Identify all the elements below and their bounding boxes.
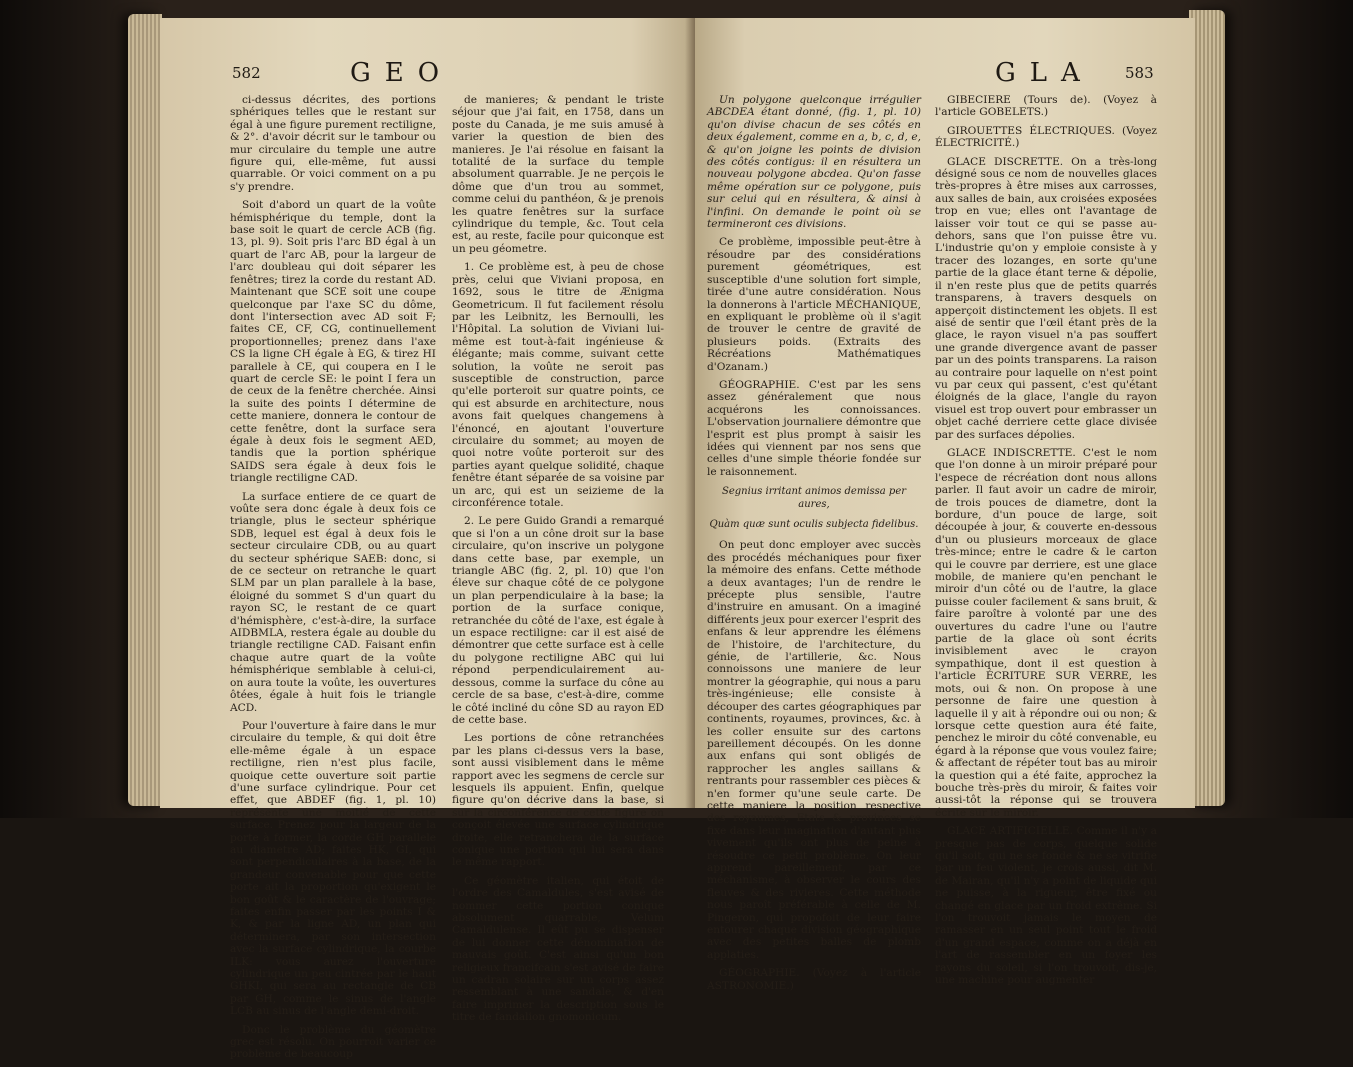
right-column-2 bbox=[935, 94, 1157, 992]
paragraph: Pour l'ouverture à faire dans le mur circulaire du temple, & qui doit être elle-même égale à un espace rectiligne, rien n'est plus facile, quoique cette ouverture soit partie d'une surface cylindrique. Pour cet effet, que ABDEF (fig. 1, pl. 10) représente une moitié de cette surface. Prenez pour la largeur de la porte à former, la corde GH parallele au diametre AD; faites HK, GI, qui sont perpendiculaires à la base, de la grandeur convenable pour que cette porte ait la proportion qu'exigent le bon goût & le caractère de l'ouvrage; faites enfin passer par les points I & K, & par la ligne AD, un plan qui déterminera, par son intersection avec la surface cylindrique, la courbe ILK: vous aurez l'ouverture cylindrique un peu cintrée par le haut GHKI, qui sera au rectangle de CB par GH, comme le sinus de l'angle LCB au sinus de l'angle demi-droit. bbox=[230, 719, 436, 1018]
paragraph: GIROUETTES ÉLECTRIQUES. (Voyez ÉLECTRICITÉ.) bbox=[935, 124, 1157, 150]
left-page-stack bbox=[128, 14, 162, 806]
right-running-head bbox=[695, 58, 1195, 88]
paragraph: Ce géomètre italien, qui étoit de l'ordre des Camaldules, s'est avisé de nommer cette portion conique absolument quarrable, Velum Camaldulense. Il eût pu se dispenser de lui donner cette dénomination de mauvais goût. C'est ainsi qu'un bon religieux francifcain s'est avisé de faire un cadran solaire sur un corps assez ressemblant à une sandale, & d'en faire imprimer la description sous le titre de fandalion gnomonicum. bbox=[452, 874, 664, 1024]
left-running-head bbox=[160, 58, 695, 88]
right-running-title: GLA bbox=[995, 58, 1094, 88]
paragraph: ci-dessus décrites, des portions sphériques telles que le restant sur égal à une figure purement rectiligne, & 2°. d'avoir décrit sur le tambour ou mur circulaire du temple une autre figure qui, elle-même, fut aussi quarrable. Or voici comment on a pu s'y prendre. bbox=[230, 94, 436, 193]
left-running-title: GEO bbox=[350, 58, 454, 88]
latin-quote-line: Quàm quæ sunt oculis subjecta fidelibus. bbox=[709, 519, 919, 530]
paragraph: On peut donc employer avec succès des procédés méchaniques pour fixer la mémoire des enfans. Cette méthode a deux avantages; l'un de rendre le précepte plus sensible, l'autre d'instruire en amusant. On a imaginé différents jeux pour exercer l'esprit des enfans & leur apprendre les élémens de l'histoire, de l'architecture, du génie, de l'artillerie, &c. Nous connoissons une maniere de leur montrer la géographie, qui nous a paru très-ingénieuse; elle consiste à découper des cartes géographiques par continents, royaumes, provinces, &c. à les coller ensuite sur des cartons pareillement découpés. On les donne aux enfans qui sont obligés de rapprocher les angles saillans & rentrants pour rassembler ces pièces & n'en former qu'une seule carte. De cette maniere la position respective des royaumes, Etats & provinces se fixe dans leur imagination d'autant plus vivement qu'ils ont plus de peine à résoudre ce petit problème. On leur apprend pareillement, par ce méchanisme, à observer le cours des fleuves & des rivieres. Cette méthode nous paroît préférable à celle de M. Pingeron, qui propofoit de leur faire entourer chaque division géographique avec des petites balles de plomb applaties. bbox=[707, 539, 921, 961]
left-column-1 bbox=[230, 94, 436, 1067]
paragraph: GÉOGRAPHIE. C'est par les sens assez généralement que nous acquérons les connoissances. L'observation journaliere démontre que l'esprit est plus prompt à saisir les idées qui viennent par nos sens que celles d'une simple théorie fondée sur le raisonnement. bbox=[707, 378, 921, 478]
paragraph: Ce problème, impossible peut-être à résoudre par des considérations purement géométriques, est susceptible d'une solution fort simple, tirée d'une autre considération. Nous la donnerons à l'article MÉCHANIQUE, en expliquant le problème où il s'agit de trouver le centre de gravité de plusieurs poids. (Extraits des Récréations Mathématiques d'Ozanam.) bbox=[707, 236, 921, 373]
paragraph: GLACE INDISCRETTE. C'est le nom que l'on donne à un miroir préparé pour l'espece de récréation dont nous allons parler. Il faut avoir un cadre de miroir, de trois pouces de diametre, dont la bordure, d'un pouce de large, soit découpée à jour, & couverte en-dessous d'un ou plusieurs morceaux de glace très-mince; entre le cadre & le carton qui le couvre par derriere, est une glace mobile, de maniere qu'en penchant le miroir d'un côté ou de l'autre, la glace puisse couler facilement & sans bruit, & faire paroître à volonté par une des ouvertures du cadre l'une ou l'autre partie de la glace où sont écrits invisiblement avec le crayon sympathique, dont il est question à l'article ÉCRITURE SUR VERRE, les mots, oui & non. On propose à une personne de faire une question à laquelle il y ait à répondre oui ou non; & lorsque cette question aura été faite, penchez le miroir du côté convenable, eu égard à la réponse que vous voulez faire; & affectant de répéter tout bas au miroir la question qui a été faite, approchez la bouche très-près du miroir, & faites voir aussi-tôt la réponse qui se trouvera écrite sur le miroir. bbox=[935, 446, 1157, 819]
paragraph: 1. Ce problème est, à peu de chose près, celui que Viviani proposa, en 1692, sous le titre de Ænigma Geometricum. Il fut facilement résolu par les Leibnitz, les Bernoulli, les l'Hôpital. La solution de Viviani lui-même est tout-à-fait ingénieuse & élégante; mais comme, suivant cette solution, la voûte ne seroit pas susceptible de construction, parce qu'elle porteroit sur quatre points, ce qui est absurde en architecture, nous avons fait quelques changemens à l'énoncé, en ajoutant l'ouverture circulaire du sommet; au moyen de quoi notre voûte porteroit sur des parties ayant quelque solidité, chaque fenêtre étant séparée de sa voisine par un arc, qui est un seizieme de la circonférence totale. bbox=[452, 261, 664, 509]
paragraph: de manieres; & pendant le triste séjour que j'ai fait, en 1758, dans un poste du Canada, je me suis amusé à varier la question de bien des manieres. Je l'ai résolue en faisant la totalité de la surface du temple absolument quarrable. Je ne perçois le dôme que d'un trou au sommet, comme celui du panthéon, & je prenois les quatre fenêtres sur la surface cylindrique du temple, &c. Tout cela est, au reste, facile pour quiconque est un peu géometre. bbox=[452, 94, 664, 255]
left-page bbox=[160, 18, 695, 1061]
paragraph: GLACE DISCRETTE. On a très-long désigné sous ce nom de nouvelles glaces très-propres à être mises aux carrosses, aux salles de bain, aux croisées exposées trop en vue; elles ont l'avantage de laisser voir tout ce qui se passe au-dehors, sans que l'on puisse être vu. L'industrie qu'on y emploie consiste à y tracer des lozanges, en sorte qu'une partie de la glace étant terne & dépolie, il n'en reste plus que de petits quarrés transparens, à travers desquels on apperçoit distinctement les objets. Il est aisé de sentir que l'œil étant près de la glace, le rayon visuel n'a pas souffert une grande divergence avant de passer par un des points transparens. La raison au contraire pour laquelle on n'est point vu par ceux qui passent, c'est qu'étant éloignés de la glace, l'angle du rayon visuel est trop ouvert pour embrasser un objet caché derriere cette glace divisée par des surfaces dépolies. bbox=[935, 155, 1157, 441]
left-column-2 bbox=[452, 94, 664, 1030]
paragraph: La surface entiere de ce quart de voûte sera donc égale à deux fois ce triangle, plus le secteur sphérique SDB, lequel est égal à deux fois le secteur circulaire CDB, ou au quart du secteur sphérique SAEB: donc, si de ce secteur on retranche le quart SLM par un plan parallele à la base, éloigné du sommet S d'un quart du rayon SC, le restant de ce quart d'hémisphère, c'est-à-dire, la surface AIDBMLA, restera égale au double du triangle rectiligne CAD. Faisant enfin chaque autre quart de la voûte hémisphérique semblable à celui-ci, on aura toute la voûte, les ouvertures ôtées, égale à huit fois le triangle ACD. bbox=[230, 490, 436, 714]
paragraph: GÉOGRAPHIE. (Voyez à l'article ASTRONOMIE.) bbox=[707, 967, 921, 992]
left-folio: 582 bbox=[232, 64, 261, 82]
paragraph: Soit d'abord un quart de la voûte hémisphérique du temple, dont la base soit le quart de cercle ACB (fig. 13, pl. 9). Soit pris l'arc BD égal à un quart de l'arc AB, pour la largeur de l'arc doubleau qui doit séparer les fenêtres; tirez la corde du restant AD. Maintenant que SCE soit une coupe quelconque par l'axe SC du dôme, dont l'intersection avec AD soit F; faites CE, CF, CG, continuellement proportionnelles; prenez dans l'axe CS la ligne CH égale à EG, & tirez HI parallele à CE, qui coupera en I le quart de cercle SE: le point I fera un de ceux de la fenêtre cherchée. Ainsi la suite des points I détermine de cette maniere, donnera le contour de cette fenêtre, dont la surface sera égale à deux fois le segment AED, tandis que la portion sphérique SAIDS sera égale à deux fois le triangle rectiligne CAD. bbox=[230, 199, 436, 485]
paragraph: Donc le problème du géomètre grec est résolu. On pourroit varier ce problème de beaucoup bbox=[230, 1023, 436, 1061]
paragraph: Un polygone quelconque irrégulier ABCDEA étant donné, (fig. 1, pl. 10) qu'on divise chacun de ses côtés en deux également, comme en a, b, c, d, e, & qu'on joigne les points de division des côtés contigus: il en résultera un nouveau polygone abcdea. Qu'on fasse même opération sur ce polygone, puis sur celui qui en résultera, & ainsi à l'infini. On demande le point où se termineront ces divisions. bbox=[707, 94, 921, 231]
right-page bbox=[695, 18, 1195, 992]
paragraph: 2. Le pere Guido Grandi a remarqué que si l'on a un cône droit sur la base circulaire, qu'on inscrive un polygone dans cette base, par exemple, un triangle ABC (fig. 2, pl. 10) que l'on éleve sur chaque côté de ce polygone un plan perpendiculaire à la base; la portion de la surface conique, retranchée du côté de l'axe, est égale à un espace rectiligne: car il est aisé de démontrer que cette surface est à celle du polygone rectiligne ABC qui lui répond perpendiculairement au-dessous, comme la surface du cône au cercle de sa base, c'est-à-dire, comme le côté incliné du cône SD au rayon ED de cette base. bbox=[452, 515, 664, 726]
paragraph: GIBECIERE (Tours de). (Voyez à l'article GOBELETS.) bbox=[935, 94, 1157, 119]
right-folio: 583 bbox=[1125, 64, 1154, 82]
paragraph: GLACE ARTIFICIELLE. Comme il n'y a presque pas de corps, quelque solide qu'il soit, qui ne se fonde & ne se vitrifie par un feu violent, je crois aussi, dit M. de Mairan, qu'il n'y a point de liquide qui ne puisse, à la rigueur, être fixé ou changé en glace par un froid extrême. Si l'on trouvoit jamais le moyen de ramasser en un seul point tout le froid d'un grand espace, comme on a déjà en l'art de rassembler en un foyer les rayons du soleil, si l'on trouvoit, dis-je, une machine pour augmenter bbox=[935, 825, 1157, 987]
paragraph: Les portions de cône retranchées par les plans ci-dessus vers la base, sont aussi visiblement dans le même rapport avec les segmens de cercle sur lesquels ils appuient. Enfin, quelque figure qu'on décrive dans la base, si sur la circonférence de cette figure on conçoit élevée une surface cylindrique droite, elle retranchera de la surface conique une portion qui lui sera dans le même rapport. bbox=[452, 732, 664, 869]
latin-quote-line: Segnius irritant animos demissa per aures, bbox=[721, 486, 907, 510]
right-column-1 bbox=[707, 94, 921, 998]
